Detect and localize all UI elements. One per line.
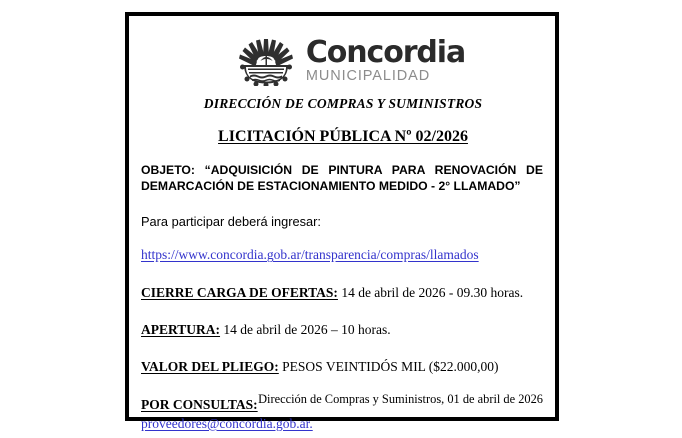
field-cierre-carga-de-ofertas [141,285,545,302]
consultas-email-row [141,415,545,433]
field-apertura [141,322,545,339]
concordia-coat-of-arms-icon [235,36,297,86]
wordmark-main: Concordia [305,35,466,71]
field-label: VALOR DEL PLIEGO: [141,358,279,374]
field-value: 14 de abril de 2026 - 09.30 horas. [337,285,524,301]
consultas-email-link[interactable]: proveedores@concordia.gob.ar. [141,415,313,431]
field-label: CIERRE CARGA DE OFERTAS: [141,285,338,301]
llamados-url-row [141,246,545,264]
document-body [141,22,545,431]
wordmark-sub: MUNICIPALIDAD [305,68,431,85]
field-valor-del-pliego [141,359,545,376]
page-title: LICITACIÓN PÚBLICA Nº 02/2026 [218,128,468,145]
department-heading: DIRECCIÓN DE COMPRAS Y SUMINISTROS [203,96,483,111]
field-label: APERTURA: [141,322,221,338]
field-value: 14 de abril de 2026 – 10 horas. [220,322,391,338]
wordmark [305,35,466,85]
participation-intro: Para participar deberá ingresar: [141,214,321,230]
field-value: PESOS VEINTIDÓS MIL ($22.000,00) [278,358,499,374]
logo-block [141,36,545,86]
document-footer: Dirección de Compras y Suministros, 01 de abril de 2026 [258,392,543,406]
llamados-url-link[interactable]: https://www.concordia.gob.ar/transparencia/compras/llamados [141,247,479,263]
document-frame [125,12,559,431]
objeto-paragraph: OBJETO: “ADQUISICIÓN DE PINTURA PARA RENOVACIÓN DE DEMARCACIÓN DE ESTACIONAMIENTO MEDIDO - 2° LLAMADO” [141,163,543,194]
consultas-label-text: POR CONSULTAS: [141,396,258,412]
